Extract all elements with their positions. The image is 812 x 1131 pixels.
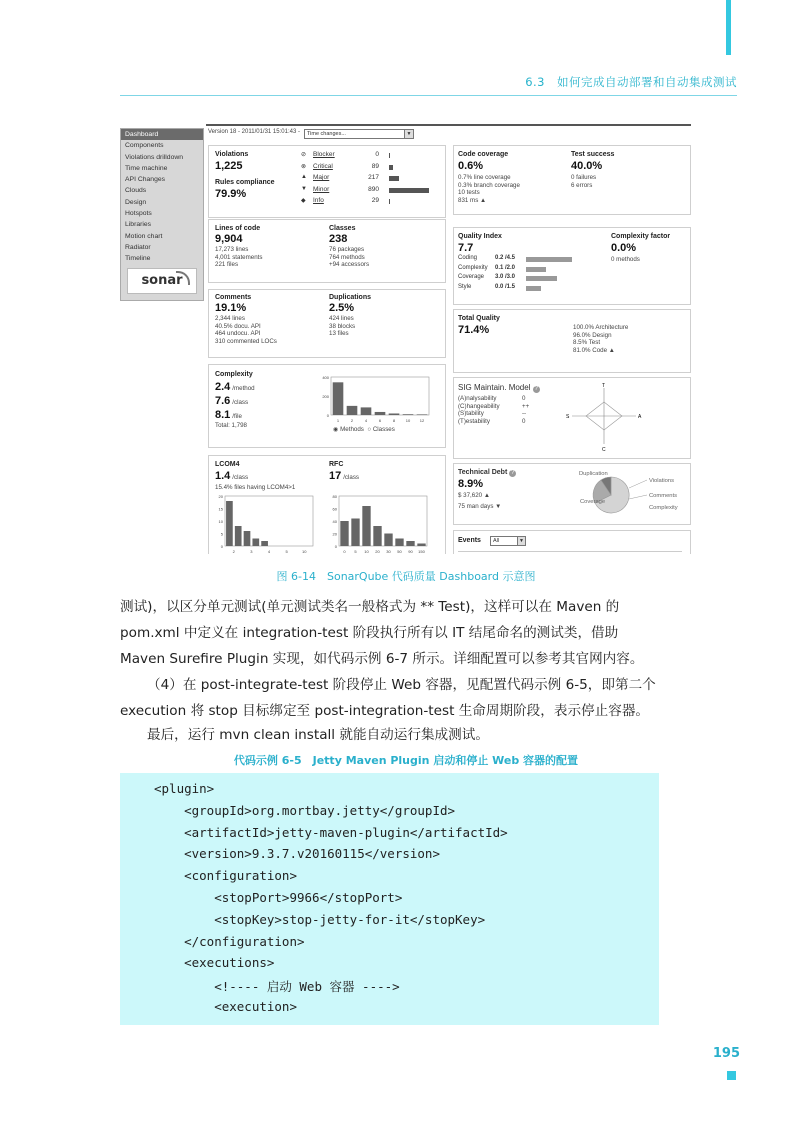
x-tick-label: 8: [392, 418, 396, 423]
x-tick-label: 6: [378, 418, 382, 423]
sig-row-value: 0: [522, 395, 526, 402]
trend-up-icon: ▲: [480, 196, 487, 204]
code-line: <stopPort>9966</stopPort>: [154, 890, 403, 905]
lcom4-value: 1.4: [215, 470, 231, 482]
y-tick-label: 80: [332, 494, 337, 499]
debt-cost: [458, 492, 501, 500]
sidebar-item[interactable]: Time machine: [125, 164, 168, 172]
radio-classes-label: Classes: [372, 426, 395, 433]
loc-value: 9,904: [215, 233, 243, 245]
severity-bar: [389, 199, 390, 204]
paragraph-line-5: execution 将 stop 目标绑定至 post-integration-test 生命周期阶段，表示停止容器。: [120, 703, 650, 719]
x-tick-label: 10: [301, 549, 307, 554]
debt-days: [458, 503, 501, 511]
help-icon[interactable]: ?: [511, 470, 515, 476]
coverage-value: 0.6%: [458, 160, 484, 172]
total-quality-value: 71.4%: [458, 324, 490, 336]
y-tick-label: 20: [332, 531, 337, 537]
y-tick-label: 5: [220, 531, 223, 537]
quality-row-value: 3.0 /3.0: [495, 274, 516, 280]
sonar-logo-text: sonar: [141, 273, 183, 288]
sidebar-item[interactable]: Hotspots: [125, 210, 152, 218]
y-tick-label: 0: [334, 544, 337, 549]
comments-value: 19.1%: [215, 302, 247, 314]
chart-bar: [373, 526, 381, 546]
classes-title: Classes: [329, 225, 356, 232]
violations-title: Violations: [215, 151, 249, 158]
quality-index-rows: [458, 255, 578, 299]
debt-value: 8.9%: [458, 478, 484, 490]
x-tick-label: 1: [336, 418, 340, 423]
events-title: Events: [458, 537, 481, 544]
quality-row-value: 0.2 /4.5: [495, 255, 516, 261]
classes-value: 238: [329, 233, 348, 245]
code-line: </configuration>: [154, 933, 305, 949]
chart-bar: [261, 541, 268, 546]
sig-row: [458, 395, 538, 403]
sidebar-item[interactable]: Motion chart: [125, 232, 163, 240]
severity-icon: ⊘: [301, 152, 307, 158]
coverage-title: Code coverage: [458, 151, 509, 158]
y-tick-label: 60: [332, 506, 337, 512]
complexity-radio-group: [333, 426, 395, 434]
complexity-per-class: [215, 395, 248, 407]
test-duration: [458, 197, 520, 205]
sig-row: [458, 418, 538, 426]
test-success-value: 40.0%: [571, 160, 603, 172]
y-tick-label: 200: [322, 394, 329, 399]
page-marker-square: [727, 1071, 736, 1080]
sidebar-item[interactable]: API Changes: [125, 176, 166, 184]
code-line: <executions>: [154, 955, 275, 971]
test-duration-text: 831 ms: [458, 196, 479, 204]
chart-bar: [406, 541, 414, 546]
size-widget: [208, 219, 446, 283]
quality-index-value: 7.7: [458, 242, 474, 254]
sig-row: [458, 410, 538, 418]
header-rule: [120, 95, 737, 96]
design-score: 96.0% Design: [573, 331, 612, 339]
sidebar-item[interactable]: Libraries: [125, 221, 152, 229]
events-filter-value: All: [493, 538, 500, 544]
code-line: <groupId>org.mortbay.jetty</groupId>: [154, 802, 456, 818]
severity-count: 29: [371, 197, 379, 204]
methods-count: 764 methods: [329, 253, 365, 261]
leader-violations: [629, 480, 647, 488]
code-caption: 代码示例 6-5 Jetty Maven Plugin 启动和停止 Web 容器的配置: [233, 754, 579, 767]
severity-label[interactable]: Minor: [313, 185, 330, 193]
total-quality-details: [573, 324, 628, 354]
severity-icon: ▲: [301, 174, 307, 180]
complexity-factor-value: 0.0%: [611, 242, 637, 254]
severity-label[interactable]: Info: [313, 197, 324, 204]
radio-methods[interactable]: ◉: [333, 426, 339, 433]
sig-row-value: --: [522, 410, 527, 418]
complexity-class-unit: /class: [232, 399, 249, 406]
violations-value: 1,225: [215, 160, 243, 172]
code-line: <plugin>: [154, 781, 215, 796]
severity-count: 217: [368, 174, 379, 181]
sonarqube-dashboard-figure: [120, 124, 691, 554]
sidebar-item[interactable]: Timeline: [125, 255, 151, 263]
leader-comments: [629, 495, 647, 499]
severity-label[interactable]: Critical: [313, 162, 333, 170]
rules-compliance-title: Rules compliance: [215, 179, 275, 186]
code-line: <configuration>: [154, 868, 297, 884]
y-tick-label: 40: [332, 519, 337, 524]
quality-row: [458, 274, 578, 283]
complexity-distribution-chart: [317, 375, 431, 423]
events-filter-select[interactable]: [490, 536, 526, 546]
code-line: <execution>: [154, 999, 297, 1014]
sidebar-item[interactable]: Design: [125, 198, 147, 206]
debt-pie-chart: [549, 466, 689, 522]
pie-label-violations: Violations: [649, 478, 675, 484]
chart-bar: [340, 521, 348, 546]
violations-widget: [208, 145, 446, 218]
x-tick-label: 2: [232, 549, 235, 554]
severity-count: 89: [371, 162, 379, 170]
x-tick-label: 12: [419, 418, 425, 423]
complexity-file-value: 8.1: [215, 409, 231, 421]
trend-up-icon: ▲: [608, 346, 615, 354]
rfc-value: 17: [329, 470, 342, 482]
quality-index-widget: [453, 227, 691, 305]
severity-row: [301, 151, 441, 161]
y-tick-label: 0: [326, 413, 329, 418]
severity-label[interactable]: Blocker: [313, 151, 335, 158]
lcom4-title: LCOM4: [215, 461, 240, 468]
lcom-rfc-widget: [208, 455, 446, 554]
sig-row-label: (A)nalysability: [458, 395, 497, 402]
code-line: <!---- 启动 Web 容器 ---->: [154, 979, 400, 995]
sig-title-wrap: [458, 383, 540, 393]
chart-frame: [331, 377, 429, 415]
loc-statements: 4,001 statements: [215, 253, 263, 261]
lcom4-distribution-chart: [211, 494, 315, 554]
radar-axis-t: T: [602, 383, 606, 389]
figure-caption: 图 6-14 SonarQube 代码质量 Dashboard 示意图: [276, 570, 536, 583]
y-tick-label: 15: [218, 506, 223, 512]
dup-lines: 424 lines: [329, 315, 354, 322]
severity-bar: [389, 188, 429, 193]
quality-row-label: Coverage: [458, 274, 485, 280]
complexity-total: Total: 1,798: [215, 422, 247, 429]
architecture-score: 100.0% Architecture: [573, 324, 629, 331]
chart-bar: [417, 544, 425, 547]
x-tick-label: 50: [397, 549, 402, 554]
x-tick-label: 10: [364, 549, 369, 554]
sidebar-menu: [121, 129, 203, 265]
pie-label-duplication: Duplication: [579, 471, 608, 477]
packages-count: 76 packages: [329, 246, 365, 253]
complexity-class-value: 7.6: [215, 395, 231, 407]
chart-bar: [351, 519, 359, 547]
severity-bar: [389, 176, 399, 181]
quality-row: [458, 284, 578, 293]
dup-files: 13 files: [329, 330, 349, 338]
complexity-per-file: [215, 409, 242, 421]
radar-axis-s: S: [566, 414, 570, 420]
sig-row-value: 0: [522, 417, 526, 425]
complexity-title: Complexity: [215, 371, 253, 378]
paragraph-line-3: Maven Surefire Plugin 实现，如代码示例 6-7 所示。详细配置可以参考其官网内容。: [120, 651, 644, 667]
radio-methods-label: Methods: [340, 426, 364, 433]
pie-label-coverage: Coverage: [580, 499, 606, 505]
sidebar-item[interactable]: Clouds: [125, 187, 147, 195]
x-tick-label: 150: [418, 549, 425, 554]
severity-row: [301, 163, 441, 173]
sidebar-item[interactable]: Violations drilldown: [125, 153, 184, 161]
lcom4-value-wrap: [215, 470, 248, 482]
sig-row: [458, 403, 538, 411]
quality-row-bar: [526, 286, 541, 291]
debt-title-wrap: [458, 469, 516, 477]
severity-bar: [389, 153, 390, 158]
severity-label[interactable]: Major: [313, 174, 330, 181]
y-tick-label: 0: [220, 544, 223, 549]
chart-bar: [395, 539, 403, 547]
quality-row-label: Complexity: [458, 264, 488, 271]
commented-locs: 310 commented LOCs: [215, 337, 277, 345]
coverage-widget: [453, 145, 691, 215]
code-line: <stopKey>stop-jetty-for-it</stopKey>: [154, 911, 486, 927]
radio-classes[interactable]: ○: [367, 426, 372, 433]
x-tick-label: 10: [405, 418, 411, 423]
test-details: [571, 174, 596, 189]
duplications-details: [329, 315, 355, 338]
severity-row: [301, 197, 441, 207]
severity-list: [301, 151, 441, 211]
debt-title: Technical Debt: [458, 469, 508, 476]
rfc-distribution-chart: [325, 494, 429, 554]
comments-details: [215, 315, 277, 345]
duplications-value: 2.5%: [329, 302, 355, 314]
radar-axis-a: A: [638, 414, 642, 420]
chart-bar: [389, 413, 400, 415]
complexity-factor-title: Complexity factor: [611, 233, 671, 240]
trend-down-icon: ▼: [495, 502, 502, 510]
docu-api: 40.5% docu. API: [215, 322, 261, 330]
x-tick-label: 5: [354, 549, 357, 554]
code-line: <version>9.3.7.v20160115</version>: [154, 846, 440, 862]
coverage-details: [458, 174, 520, 204]
sig-row-label: (T)estability: [458, 417, 490, 425]
loc-title: Lines of code: [215, 225, 261, 232]
chart-bar: [361, 407, 372, 415]
sig-row-label: (C)hangeability: [458, 402, 500, 410]
sidebar-item[interactable]: Radiator: [125, 243, 151, 251]
test-score: 8.5% Test: [573, 339, 601, 347]
chevron-down-icon: ▼: [517, 537, 525, 545]
complexity-method-value: 2.4: [215, 381, 231, 393]
line-coverage: 0.7% line coverage: [458, 174, 511, 181]
severity-row: [301, 174, 441, 184]
comment-lines: 2,344 lines: [215, 315, 245, 322]
loc-files: 221 files: [215, 261, 239, 269]
quality-row: [458, 265, 578, 274]
comments-title: Comments: [215, 294, 252, 301]
quality-row-bar: [526, 276, 557, 281]
chart-bar: [244, 531, 251, 546]
tests-count: 10 tests: [458, 189, 480, 197]
code-line: <artifactId>jetty-maven-plugin</artifactId>: [154, 824, 508, 840]
code-score-text: 81.0% Code: [573, 346, 608, 354]
debt-details: [458, 492, 501, 510]
sidebar-item[interactable]: Dashboard: [121, 129, 203, 140]
sig-title: SIG Maintain. Model: [458, 383, 531, 392]
complexity-factor-methods: 0 methods: [611, 256, 640, 263]
total-quality-widget: [453, 309, 691, 373]
x-tick-label: 5: [285, 549, 288, 554]
dup-blocks: 38 blocks: [329, 322, 356, 330]
y-tick-label: 400: [322, 375, 329, 380]
severity-icon: ◆: [301, 198, 306, 204]
chevron-down-icon: ▼: [404, 130, 413, 138]
loc-details: [215, 246, 262, 269]
quality-row-bar: [526, 267, 546, 272]
trend-up-icon: ▲: [483, 492, 490, 499]
undocu-api: 464 undocu. API: [215, 330, 261, 338]
complexity-widget: [208, 364, 446, 448]
paragraph-line-4: （4）在 post-integrate-test 阶段停止 Web 容器，见配置代码示例 6-5，即第二个: [147, 677, 656, 693]
quality-row-value: 0.1 /2.0: [495, 264, 516, 271]
sig-rows: [458, 395, 538, 425]
sig-row-label: (S)tability: [458, 410, 484, 418]
quality-row-label: Coding: [458, 255, 478, 261]
y-tick-label: 10: [218, 519, 223, 524]
chart-bar: [235, 526, 242, 546]
x-tick-label: 90: [408, 549, 413, 554]
quality-row-value: 0.0 /1.5: [495, 283, 516, 290]
chart-bar: [384, 534, 392, 547]
chart-bar: [403, 414, 414, 415]
test-failures: 0 failures: [571, 174, 597, 181]
x-tick-label: 4: [364, 418, 368, 423]
severity-bar: [389, 165, 393, 170]
x-tick-label: 4: [267, 549, 271, 554]
sig-radar-chart: [564, 382, 644, 452]
pie-label-complexity: Complexity: [649, 505, 678, 511]
y-tick-label: 20: [218, 494, 223, 499]
sonar-logo: [127, 268, 197, 294]
sidebar-item[interactable]: Components: [125, 142, 164, 150]
sig-row-value: ++: [522, 402, 530, 410]
complexity-file-unit: /file: [232, 413, 242, 420]
events-divider: [458, 551, 682, 552]
version-text: Version 18 - 2011/01/31 15:01:43 -: [208, 129, 300, 135]
total-quality-title: Total Quality: [458, 315, 500, 322]
rfc-value-wrap: [329, 470, 359, 482]
lcom4-files: 15.4% files having LCOM4>1: [215, 484, 296, 491]
rfc-title: RFC: [329, 461, 344, 468]
x-tick-label: 3: [250, 549, 253, 554]
time-changes-select[interactable]: [304, 129, 414, 139]
chart-bar: [417, 414, 428, 415]
pie-label-comments: Comments: [649, 493, 678, 499]
sig-model-widget: [453, 377, 691, 459]
chart-bar: [252, 539, 259, 547]
complexity-method-unit: /method: [232, 385, 255, 392]
help-icon[interactable]: ?: [534, 386, 538, 392]
x-tick-label: 2: [350, 418, 354, 423]
quality-row-label: Style: [458, 283, 472, 290]
technical-debt-widget: [453, 463, 691, 525]
events-widget: [453, 530, 691, 554]
classes-details: [329, 246, 369, 269]
comments-widget: [208, 289, 446, 358]
complexity-per-method: [215, 381, 255, 393]
time-select-value: Time changes...: [307, 131, 346, 137]
quality-row-bar: [526, 257, 572, 262]
page-number: 195: [712, 1046, 740, 1061]
code-score: [573, 347, 628, 355]
x-tick-label: 0: [343, 549, 346, 554]
x-tick-label: 20: [375, 549, 380, 554]
radar-axis-c: C: [602, 447, 606, 452]
severity-count: 890: [368, 185, 379, 193]
test-success-title: Test success: [571, 151, 615, 158]
branch-coverage: 0.3% branch coverage: [458, 181, 520, 189]
logo-arc-icon: [176, 271, 190, 285]
severity-row: [301, 186, 441, 196]
paragraph-line-2: pom.xml 中定义在 integration-test 阶段执行所有以 IT 结尾命名的测试类，借助: [120, 625, 619, 641]
accessors-count: +94 accessors: [329, 261, 370, 269]
severity-count: 0: [375, 151, 379, 158]
dashboard-sidebar: [120, 128, 204, 301]
paragraph-line-6: 最后，运行 mvn clean install 就能自动运行集成测试。: [147, 727, 489, 743]
chart-bar: [347, 406, 358, 415]
rules-compliance-value: 79.9%: [215, 188, 247, 200]
test-errors: 6 errors: [571, 181, 593, 189]
chart-bar: [362, 506, 370, 546]
cyan-edge-bar: [726, 0, 731, 55]
debt-days-text: 75 man days: [458, 502, 494, 510]
rfc-unit: /class: [343, 474, 360, 481]
chart-bar: [226, 501, 233, 546]
quality-row: [458, 255, 578, 264]
paragraph-line-1: 测试)，以区分单元测试(单元测试类名一般格式为 ** Test)，这样可以在 Maven 的: [120, 599, 620, 615]
running-header: 6.3 如何完成自动部署和自动集成测试: [525, 75, 737, 89]
chart-bar: [375, 412, 386, 415]
lcom4-unit: /class: [232, 474, 249, 481]
quality-index-title: Quality Index: [458, 233, 502, 240]
x-tick-label: 30: [386, 549, 391, 554]
severity-icon: ⊗: [301, 163, 307, 170]
loc-lines: 17,273 lines: [215, 246, 249, 253]
chart-bar: [333, 382, 344, 415]
duplications-title: Duplications: [329, 294, 372, 301]
code-block: [120, 773, 659, 1025]
severity-icon: ▼: [301, 185, 307, 192]
debt-cost-text: $ 37,620: [458, 492, 483, 499]
